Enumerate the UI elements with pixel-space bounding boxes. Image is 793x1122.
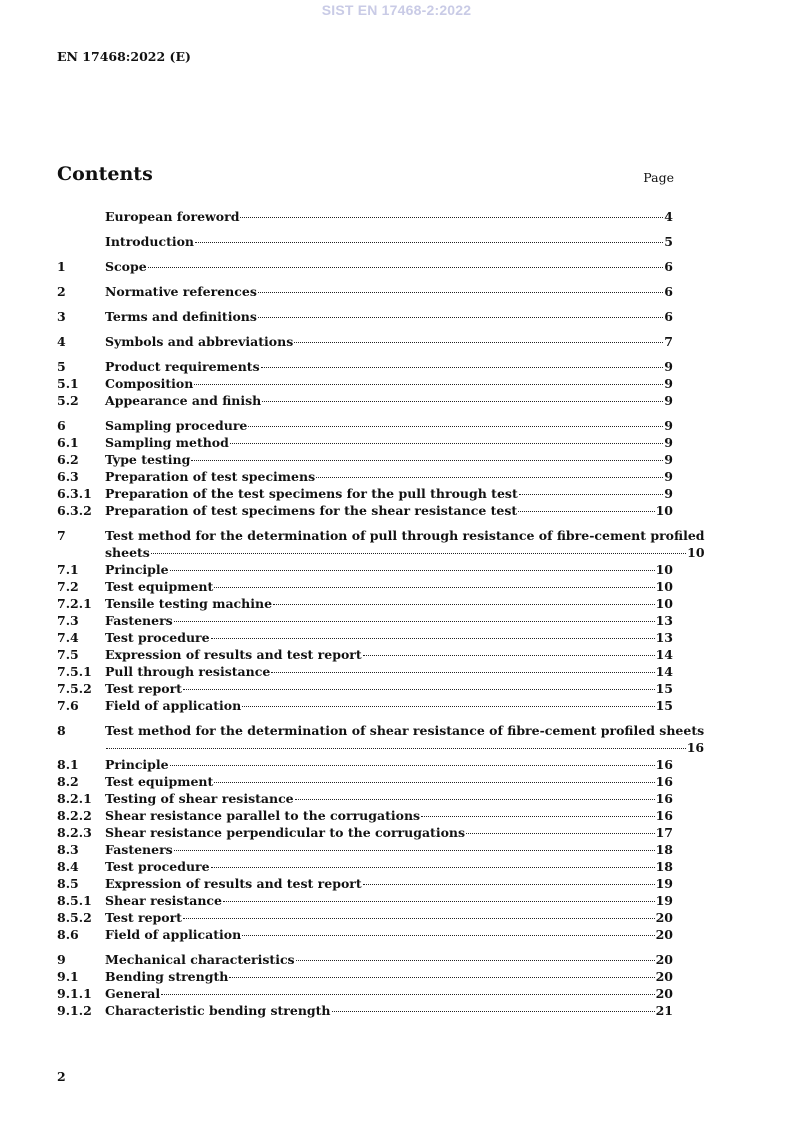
dot-leader <box>258 317 663 318</box>
table-of-contents <box>57 208 705 1019</box>
toc-entry-title: Characteristic bending strength <box>105 1003 331 1018</box>
toc-entry-title: Symbols and abbreviations <box>105 334 294 349</box>
toc-entry-number: 1 <box>57 259 66 274</box>
toc-entry-title: Field of application <box>105 927 242 942</box>
toc-entry-title: Test equipment <box>105 579 214 594</box>
toc-entry-title: Preparation of test specimens for the shear resistance test <box>105 503 518 518</box>
toc-entry-title: Type testing <box>105 452 191 467</box>
toc-entry-page: 20 <box>655 969 673 984</box>
dot-leader <box>242 935 654 936</box>
toc-entry-page: 9 <box>664 359 673 374</box>
toc-entry-title: Product requirements <box>105 359 260 374</box>
toc-entry-page: 7 <box>664 334 673 349</box>
toc-entry[interactable] <box>57 680 673 697</box>
watermark: SIST EN 17468-2:2022 <box>321 2 472 18</box>
page-column-label: Page <box>643 170 674 185</box>
toc-entry-title: Fasteners <box>105 842 173 857</box>
toc-entry-number: 6.3.2 <box>57 503 92 518</box>
toc-entry-page: 20 <box>655 927 673 942</box>
toc-entry-page: 17 <box>655 825 673 840</box>
toc-entry-number: 5.1 <box>57 376 79 391</box>
dot-leader <box>148 267 664 268</box>
toc-entry-page: 5 <box>664 234 673 249</box>
dot-leader <box>242 706 654 707</box>
toc-entry-number: 7.3 <box>57 613 79 628</box>
toc-entry-number: 8.2.2 <box>57 808 92 823</box>
toc-entry-title: Test report <box>105 681 182 696</box>
toc-entry-number: 5 <box>57 359 66 374</box>
page-number: 2 <box>57 1069 66 1084</box>
toc-entry-page: 9 <box>664 376 673 391</box>
toc-entry[interactable] <box>57 208 673 225</box>
toc-entry-page: 10 <box>687 545 705 560</box>
toc-entry[interactable] <box>57 985 673 1002</box>
toc-entry[interactable] <box>57 841 673 858</box>
toc-entry-number: 8.2 <box>57 774 79 789</box>
toc-entry[interactable] <box>57 756 673 773</box>
toc-entry[interactable] <box>57 392 673 409</box>
toc-entry-title: Test procedure <box>105 859 210 874</box>
toc-entry-page: 9 <box>664 418 673 433</box>
toc-entry[interactable] <box>57 790 673 807</box>
toc-entry-title: Test report <box>105 910 182 925</box>
toc-entry-page: 10 <box>655 562 673 577</box>
toc-entry-page: 18 <box>655 842 673 857</box>
dot-leader <box>258 292 663 293</box>
dot-leader <box>421 816 655 817</box>
dot-leader <box>211 867 655 868</box>
toc-entry-title: Testing of shear resistance <box>105 791 294 806</box>
toc-entry-number: 6 <box>57 418 66 433</box>
toc-entry-title: Shear resistance perpendicular to the corrugations <box>105 825 466 840</box>
dot-leader <box>261 367 664 368</box>
toc-entry[interactable] <box>57 333 673 350</box>
toc-entry[interactable] <box>57 485 673 502</box>
toc-entry-number: 9.1.1 <box>57 986 92 1001</box>
toc-entry-number: 8.2.1 <box>57 791 92 806</box>
toc-entry-title: Preparation of the test specimens for the pull through test <box>105 486 518 501</box>
toc-entry-title: Sampling method <box>105 435 229 450</box>
toc-entry-title: Preparation of test specimens <box>105 469 316 484</box>
dot-leader <box>295 799 655 800</box>
toc-entry-number: 9.1.2 <box>57 1003 92 1018</box>
toc-entry-number: 6.3 <box>57 469 79 484</box>
toc-entry-number: 7.1 <box>57 562 79 577</box>
toc-entry-number: 8.5.2 <box>57 910 92 925</box>
toc-entry[interactable] <box>57 561 673 578</box>
toc-entry-title: Introduction <box>105 234 195 249</box>
contents-title: Contents <box>57 163 153 185</box>
dot-leader <box>240 217 663 218</box>
toc-entry-title: Fasteners <box>105 613 173 628</box>
toc-entry-title: Shear resistance parallel to the corrugations <box>105 808 421 823</box>
dot-leader <box>194 384 663 385</box>
toc-entry-number: 8 <box>57 723 66 738</box>
toc-entry-title: Mechanical characteristics <box>105 952 295 967</box>
toc-entry-page: 6 <box>664 284 673 299</box>
toc-entry[interactable] <box>57 909 673 926</box>
dot-leader <box>211 638 655 639</box>
toc-entry-title: Test method for the determination of pull through resistance of fibre-cement profiled <box>105 528 705 543</box>
toc-entry-title: Field of application <box>105 698 242 713</box>
dot-leader <box>271 672 654 673</box>
toc-entry[interactable] <box>57 968 673 985</box>
toc-entry-title: Shear resistance <box>105 893 222 908</box>
toc-entry-number: 4 <box>57 334 66 349</box>
toc-entry-number: 8.5.1 <box>57 893 92 908</box>
toc-entry-title: Expression of results and test report <box>105 647 362 662</box>
dot-leader <box>316 477 663 478</box>
toc-entry[interactable] <box>57 612 673 629</box>
toc-entry-number: 3 <box>57 309 66 324</box>
toc-entry[interactable] <box>57 417 673 434</box>
toc-entry-page: 9 <box>664 486 673 501</box>
dot-leader <box>466 833 655 834</box>
dot-leader <box>294 342 663 343</box>
toc-entry[interactable] <box>57 807 673 824</box>
toc-entry-title: Composition <box>105 376 194 391</box>
dot-leader <box>214 782 654 783</box>
toc-entry-title: Sampling procedure <box>105 418 248 433</box>
toc-entry-page: 19 <box>655 893 673 908</box>
toc-entry[interactable] <box>57 926 673 943</box>
toc-entry-page: 6 <box>664 309 673 324</box>
dot-leader <box>229 977 654 978</box>
dot-leader <box>223 901 655 902</box>
toc-entry-number: 8.4 <box>57 859 79 874</box>
toc-entry-page: 9 <box>664 435 673 450</box>
dot-leader <box>296 960 655 961</box>
toc-entry-number: 7.6 <box>57 698 79 713</box>
toc-entry[interactable] <box>57 358 673 375</box>
dot-leader <box>273 604 655 605</box>
toc-entry-page: 20 <box>655 910 673 925</box>
toc-entry[interactable] <box>57 629 673 646</box>
toc-entry-number: 6.1 <box>57 435 79 450</box>
toc-entry[interactable] <box>57 375 673 392</box>
toc-entry-title: Test method for the determination of shear resistance of fibre-cement profiled sheets <box>105 723 705 738</box>
toc-entry-page: 16 <box>686 740 705 755</box>
toc-entry[interactable] <box>57 892 673 909</box>
dot-leader <box>518 511 654 512</box>
toc-entry-title: Bending strength <box>105 969 229 984</box>
dot-leader <box>262 401 663 402</box>
toc-entry-page: 13 <box>655 613 673 628</box>
toc-entry-number: 9 <box>57 952 66 967</box>
toc-entry[interactable] <box>57 258 673 275</box>
toc-entry-number: 8.5 <box>57 876 79 891</box>
toc-entry-page: 16 <box>655 808 673 823</box>
toc-entry-title: Appearance and finish <box>105 393 262 408</box>
toc-entry[interactable] <box>57 578 673 595</box>
toc-entry-title: Test procedure <box>105 630 210 645</box>
toc-entry-title: Expression of results and test report <box>105 876 362 891</box>
toc-entry[interactable] <box>57 308 673 325</box>
toc-entry-number: 8.2.3 <box>57 825 92 840</box>
dot-leader <box>170 765 655 766</box>
toc-entry-number: 8.3 <box>57 842 79 857</box>
dot-leader <box>191 460 663 461</box>
toc-entry-title: Principle <box>105 562 169 577</box>
toc-entry-number: 7.4 <box>57 630 79 645</box>
toc-entry-page: 14 <box>655 664 673 679</box>
toc-entry[interactable] <box>57 502 673 519</box>
toc-entry-title: Scope <box>105 259 147 274</box>
toc-entry-page: 6 <box>664 259 673 274</box>
toc-entry-page: 16 <box>655 774 673 789</box>
toc-entry-number: 7.5 <box>57 647 79 662</box>
toc-entry[interactable] <box>57 875 673 892</box>
dot-leader <box>332 1011 655 1012</box>
toc-entry-title: Principle <box>105 757 169 772</box>
toc-entry-page: 10 <box>655 503 673 518</box>
dot-leader <box>183 689 655 690</box>
dot-leader <box>230 443 663 444</box>
dot-leader <box>183 918 655 919</box>
toc-entry[interactable] <box>57 283 673 300</box>
dot-leader <box>161 994 654 995</box>
toc-entry-title: Tensile testing machine <box>105 596 273 611</box>
dot-leader <box>151 553 686 554</box>
dot-leader <box>363 655 655 656</box>
toc-entry-title: General <box>105 986 161 1001</box>
dot-leader <box>106 748 686 749</box>
toc-entry-page: 21 <box>655 1003 673 1018</box>
toc-entry-title: Test equipment <box>105 774 214 789</box>
toc-entry-page: 19 <box>655 876 673 891</box>
toc-entry[interactable] <box>57 434 673 451</box>
dot-leader <box>214 587 654 588</box>
dot-leader <box>519 494 664 495</box>
toc-entry[interactable] <box>57 527 705 561</box>
toc-entry-page: 10 <box>655 579 673 594</box>
toc-entry[interactable] <box>57 451 673 468</box>
toc-entry-number: 7.5.1 <box>57 664 92 679</box>
dot-leader <box>248 426 663 427</box>
toc-entry-title: Pull through resistance <box>105 664 271 679</box>
dot-leader <box>174 621 655 622</box>
toc-entry[interactable] <box>57 951 673 968</box>
toc-entry-page: 13 <box>655 630 673 645</box>
toc-entry-page: 15 <box>655 698 673 713</box>
toc-entry-number: 8.1 <box>57 757 79 772</box>
toc-entry[interactable] <box>57 646 673 663</box>
toc-entry-number: 9.1 <box>57 969 79 984</box>
toc-entry[interactable] <box>57 773 673 790</box>
toc-entry-title: Terms and definitions <box>105 309 257 324</box>
toc-entry-page: 18 <box>655 859 673 874</box>
toc-entry-page: 9 <box>664 393 673 408</box>
document-id: EN 17468:2022 (E) <box>57 49 191 64</box>
toc-entry[interactable] <box>57 233 673 250</box>
toc-entry-page: 20 <box>655 952 673 967</box>
toc-entry-number: 6.2 <box>57 452 79 467</box>
dot-leader <box>363 884 655 885</box>
toc-entry-page: 16 <box>655 791 673 806</box>
toc-entry-page: 9 <box>664 469 673 484</box>
toc-entry-page: 14 <box>655 647 673 662</box>
toc-entry-title: Normative references <box>105 284 257 299</box>
toc-entry[interactable] <box>57 697 673 714</box>
toc-entry-title-continued: sheets <box>105 545 150 560</box>
toc-entry[interactable] <box>57 468 673 485</box>
toc-entry-page: 9 <box>664 452 673 467</box>
toc-entry-number: 5.2 <box>57 393 79 408</box>
dot-leader <box>170 570 655 571</box>
toc-entry-number: 6.3.1 <box>57 486 92 501</box>
toc-entry-number: 7.2 <box>57 579 79 594</box>
toc-entry-page: 4 <box>664 209 673 224</box>
toc-entry[interactable] <box>57 824 673 841</box>
dot-leader <box>195 242 663 243</box>
toc-entry-number: 2 <box>57 284 66 299</box>
toc-entry-number: 7 <box>57 528 66 543</box>
toc-entry[interactable] <box>57 858 673 875</box>
toc-entry-number: 8.6 <box>57 927 79 942</box>
toc-entry-page: 20 <box>655 986 673 1001</box>
toc-entry[interactable] <box>57 595 673 612</box>
dot-leader <box>174 850 655 851</box>
toc-entry[interactable] <box>57 1002 673 1019</box>
toc-entry-page: 16 <box>655 757 673 772</box>
toc-entry-number: 7.2.1 <box>57 596 92 611</box>
toc-entry[interactable] <box>57 663 673 680</box>
toc-entry-title: European foreword <box>105 209 240 224</box>
toc-entry-number: 7.5.2 <box>57 681 92 696</box>
toc-entry[interactable] <box>57 722 705 756</box>
toc-entry-page: 15 <box>655 681 673 696</box>
toc-entry-page: 10 <box>655 596 673 611</box>
